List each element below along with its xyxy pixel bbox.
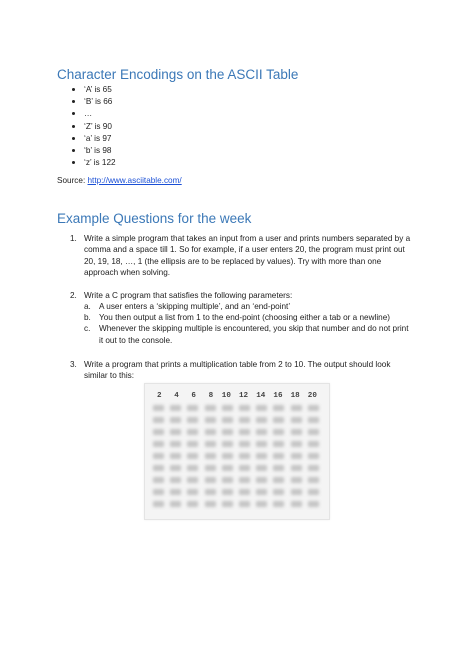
table-header-cell: 16 <box>273 392 283 400</box>
table-header-cell: 20 <box>307 392 317 400</box>
blurred-cell <box>273 501 284 507</box>
blurred-cell <box>239 465 250 471</box>
blurred-cell <box>187 441 198 447</box>
blurred-cell <box>153 417 164 423</box>
blurred-cell <box>308 417 319 423</box>
blurred-row <box>153 405 325 413</box>
question-number: 1. <box>70 234 77 243</box>
blurred-cell <box>222 465 233 471</box>
list-item: … <box>70 108 116 120</box>
blurred-cell <box>308 405 319 411</box>
blurred-cell <box>256 477 267 483</box>
blurred-cell <box>187 501 198 507</box>
blurred-cell <box>205 417 216 423</box>
blurred-cell <box>187 477 198 483</box>
blurred-cell <box>308 477 319 483</box>
blurred-cell <box>222 477 233 483</box>
blurred-cell <box>308 441 319 447</box>
blurred-cell <box>256 417 267 423</box>
blurred-table-body <box>153 405 325 513</box>
blurred-cell <box>170 465 181 471</box>
section-heading-ascii: Character Encodings on the ASCII Table <box>57 67 299 82</box>
blurred-row <box>153 441 325 449</box>
blurred-cell <box>187 429 198 435</box>
table-header-cell: 4 <box>174 392 179 400</box>
blurred-cell <box>291 477 302 483</box>
table-header-cell: 8 <box>208 392 214 400</box>
table-header-cell: 2 <box>157 392 162 400</box>
blurred-cell <box>273 489 284 495</box>
blurred-cell <box>291 417 302 423</box>
table-header-cell: 6 <box>191 392 196 400</box>
blurred-cell <box>256 465 267 471</box>
question-number: 3. <box>70 360 77 369</box>
blurred-row <box>153 453 325 461</box>
blurred-cell <box>239 441 250 447</box>
question-2 <box>70 290 415 360</box>
blurred-row <box>153 417 325 425</box>
table-header-row <box>153 392 325 404</box>
blurred-cell <box>205 453 216 459</box>
blurred-row <box>153 465 325 473</box>
blurred-cell <box>308 489 319 495</box>
table-header-cell: 18 <box>290 392 300 400</box>
blurred-cell <box>153 465 164 471</box>
blurred-row <box>153 501 325 509</box>
blurred-cell <box>222 453 233 459</box>
blurred-cell <box>187 453 198 459</box>
blurred-cell <box>205 405 216 411</box>
list-item: ‘a’ is 97 <box>70 133 116 145</box>
blurred-row <box>153 477 325 485</box>
subitem-text: You then output a list from 1 to the end-point (choosing either a tab or a newline) <box>99 313 390 323</box>
blurred-cell <box>187 489 198 495</box>
blurred-cell <box>239 417 250 423</box>
blurred-cell <box>273 477 284 483</box>
source-line <box>57 176 182 185</box>
blurred-cell <box>239 489 250 495</box>
question-text: Write a program that prints a multiplication table from 2 to 10. The output should look similar to this: <box>84 360 391 381</box>
ascii-encoding-list <box>70 84 116 169</box>
blurred-cell <box>308 453 319 459</box>
blurred-cell <box>291 441 302 447</box>
question-2-subitems <box>84 301 414 346</box>
subitem <box>84 312 414 323</box>
blurred-cell <box>239 477 250 483</box>
subitem-text: Whenever the skipping multiple is encountered, you skip that number and do not print it out to the console. <box>99 324 409 345</box>
section-heading-questions: Example Questions for the week <box>57 211 252 226</box>
blurred-cell <box>239 453 250 459</box>
blurred-cell <box>222 417 233 423</box>
multiplication-table-screenshot <box>144 383 330 520</box>
blurred-cell <box>273 441 284 447</box>
blurred-cell <box>273 453 284 459</box>
table-header-cell: 10 <box>221 392 231 400</box>
question-number: 2. <box>70 291 77 300</box>
blurred-cell <box>222 429 233 435</box>
blurred-cell <box>153 453 164 459</box>
blurred-cell <box>308 429 319 435</box>
blurred-cell <box>256 405 267 411</box>
blurred-cell <box>239 405 250 411</box>
list-item: ‘Z’ is 90 <box>70 121 116 133</box>
source-label: Source: <box>57 176 86 185</box>
source-link[interactable]: http://www.asciitable.com/ <box>87 176 182 185</box>
blurred-cell <box>308 465 319 471</box>
blurred-cell <box>153 489 164 495</box>
blurred-cell <box>239 501 250 507</box>
blurred-cell <box>170 417 181 423</box>
blurred-cell <box>222 489 233 495</box>
blurred-cell <box>273 417 284 423</box>
subitem-letter: b. <box>84 313 91 323</box>
blurred-cell <box>205 489 216 495</box>
blurred-cell <box>205 501 216 507</box>
blurred-cell <box>153 405 164 411</box>
list-item: ‘z’ is 122 <box>70 157 116 169</box>
list-item: ‘A’ is 65 <box>70 84 116 96</box>
blurred-row <box>153 429 325 437</box>
blurred-cell <box>170 429 181 435</box>
subitem-letter: c. <box>84 324 91 334</box>
blurred-cell <box>291 405 302 411</box>
blurred-cell <box>170 489 181 495</box>
list-item: ‘b’ is 98 <box>70 145 116 157</box>
blurred-cell <box>187 405 198 411</box>
blurred-cell <box>222 405 233 411</box>
blurred-cell <box>273 429 284 435</box>
blurred-cell <box>273 405 284 411</box>
blurred-cell <box>170 501 181 507</box>
blurred-cell <box>256 429 267 435</box>
blurred-cell <box>153 501 164 507</box>
blurred-cell <box>153 477 164 483</box>
blurred-cell <box>291 501 302 507</box>
blurred-cell <box>291 453 302 459</box>
blurred-cell <box>256 441 267 447</box>
blurred-cell <box>239 429 250 435</box>
blurred-cell <box>187 465 198 471</box>
blurred-cell <box>222 441 233 447</box>
blurred-cell <box>273 465 284 471</box>
blurred-cell <box>222 501 233 507</box>
blurred-cell <box>205 477 216 483</box>
blurred-cell <box>205 429 216 435</box>
blurred-cell <box>187 417 198 423</box>
question-text: Write a simple program that takes an input from a user and prints numbers separated by a comma and a space till 1. So for example, if a user enters 20, the program must print out 20, 19, 18, …, 1 (the ellipsis are to be replaced by values). Try with more than one approach when solving. <box>84 234 411 278</box>
blurred-cell <box>153 429 164 435</box>
blurred-cell <box>205 441 216 447</box>
table-header-cell: 12 <box>239 392 249 400</box>
list-item: ‘B’ is 66 <box>70 96 116 108</box>
blurred-cell <box>170 477 181 483</box>
blurred-cell <box>256 453 267 459</box>
blurred-cell <box>170 441 181 447</box>
blurred-cell <box>170 453 181 459</box>
blurred-cell <box>291 489 302 495</box>
question-1 <box>70 233 415 279</box>
blurred-cell <box>205 465 216 471</box>
subitem-text: A user enters a ‘skipping multiple’, and an ‘end-point’ <box>99 302 291 311</box>
subitem-letter: a. <box>84 302 91 311</box>
blurred-cell <box>153 441 164 447</box>
blurred-cell <box>308 501 319 507</box>
blurred-cell <box>256 501 267 507</box>
blurred-cell <box>291 429 302 435</box>
subitem <box>84 323 414 345</box>
subitem <box>84 301 414 312</box>
blurred-cell <box>256 489 267 495</box>
blurred-cell <box>291 465 302 471</box>
table-header-cell: 14 <box>256 392 266 400</box>
blurred-row <box>153 489 325 497</box>
blurred-cell <box>170 405 181 411</box>
question-text: Write a C program that satisfies the following parameters: <box>84 291 293 300</box>
